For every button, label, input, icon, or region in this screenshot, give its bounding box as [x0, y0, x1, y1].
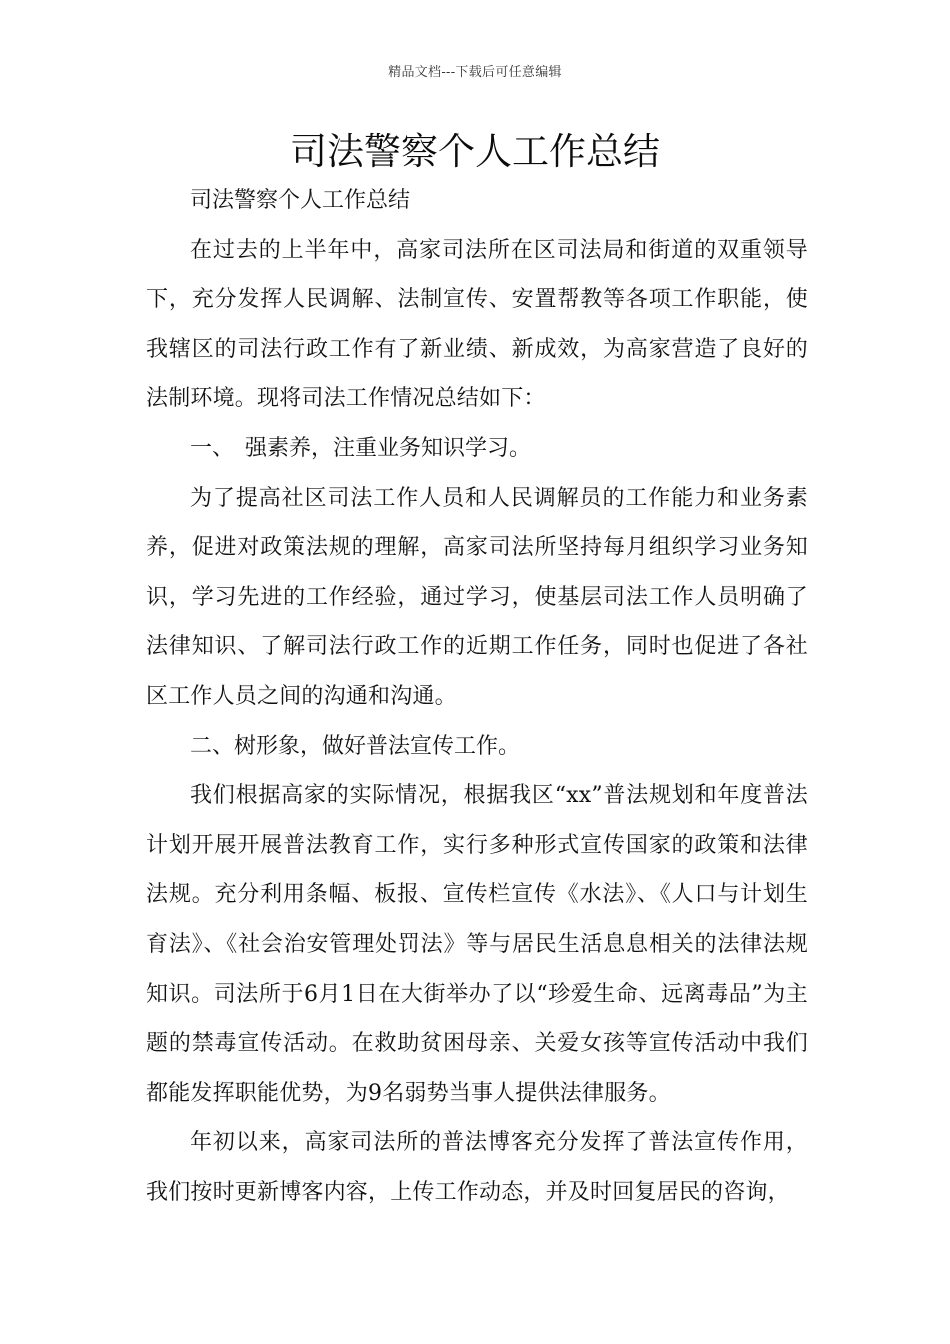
document-title: 司法警察个人工作总结 — [290, 130, 660, 173]
paragraph-intro: 在过去的上半年中，高家司法所在区司法局和街道的双重领导下，充分发挥人民调解、法制宣传、安置帮教等各项工作职能，使我辖区的司法行政工作有了新业绩、新成效，为高家营造了良好的法制环境。现将司法工作情况总结如下： — [146, 237, 808, 412]
section-heading-2: 二、树形象，做好普法宣传工作。 — [190, 733, 521, 759]
paragraph-publicity: 我们根据高家的实际情况，根据我区“xx”普法规划和年度普法计划开展开展普法教育工作，实行多种形式宣传国家的政策和法律法规。充分利用条幅、板报、宣传栏宣传《水法》、《人口与计划生育法》、《社会治安管理处罚法》等与居民生活息息相关的法律法规知识。司法所于6月1日在大街举办了以“珍爱生命、远离毒品”为主题的禁毒宣传活动。在救助贫困母亲、关爱女孩等宣传活动中我们都能发挥职能优势，为9名弱势当事人提供法律服务。 — [146, 783, 808, 1106]
header-note: 精品文档---下载后可任意编辑 — [388, 65, 562, 80]
section-heading-1: 一、 强素养，注重业务知识学习。 — [190, 435, 532, 461]
document-subtitle: 司法警察个人工作总结 — [190, 188, 411, 213]
paragraph-blog: 年初以来，高家司法所的普法博客充分发挥了普法宣传作用，我们按时更新博客内容，上传工作动态，并及时回复居民的咨询， — [146, 1130, 808, 1205]
document-body — [146, 176, 808, 1217]
paragraph-study: 为了提高社区司法工作人员和人民调解员的工作能力和业务素养，促进对政策法规的理解，高家司法所坚持每月组织学习业务知识，学习先进的工作经验，通过学习，使基层司法工作人员明确了法律知识、了解司法行政工作的近期工作任务，同时也促进了各社区工作人员之间的沟通和沟通。 — [146, 485, 808, 709]
